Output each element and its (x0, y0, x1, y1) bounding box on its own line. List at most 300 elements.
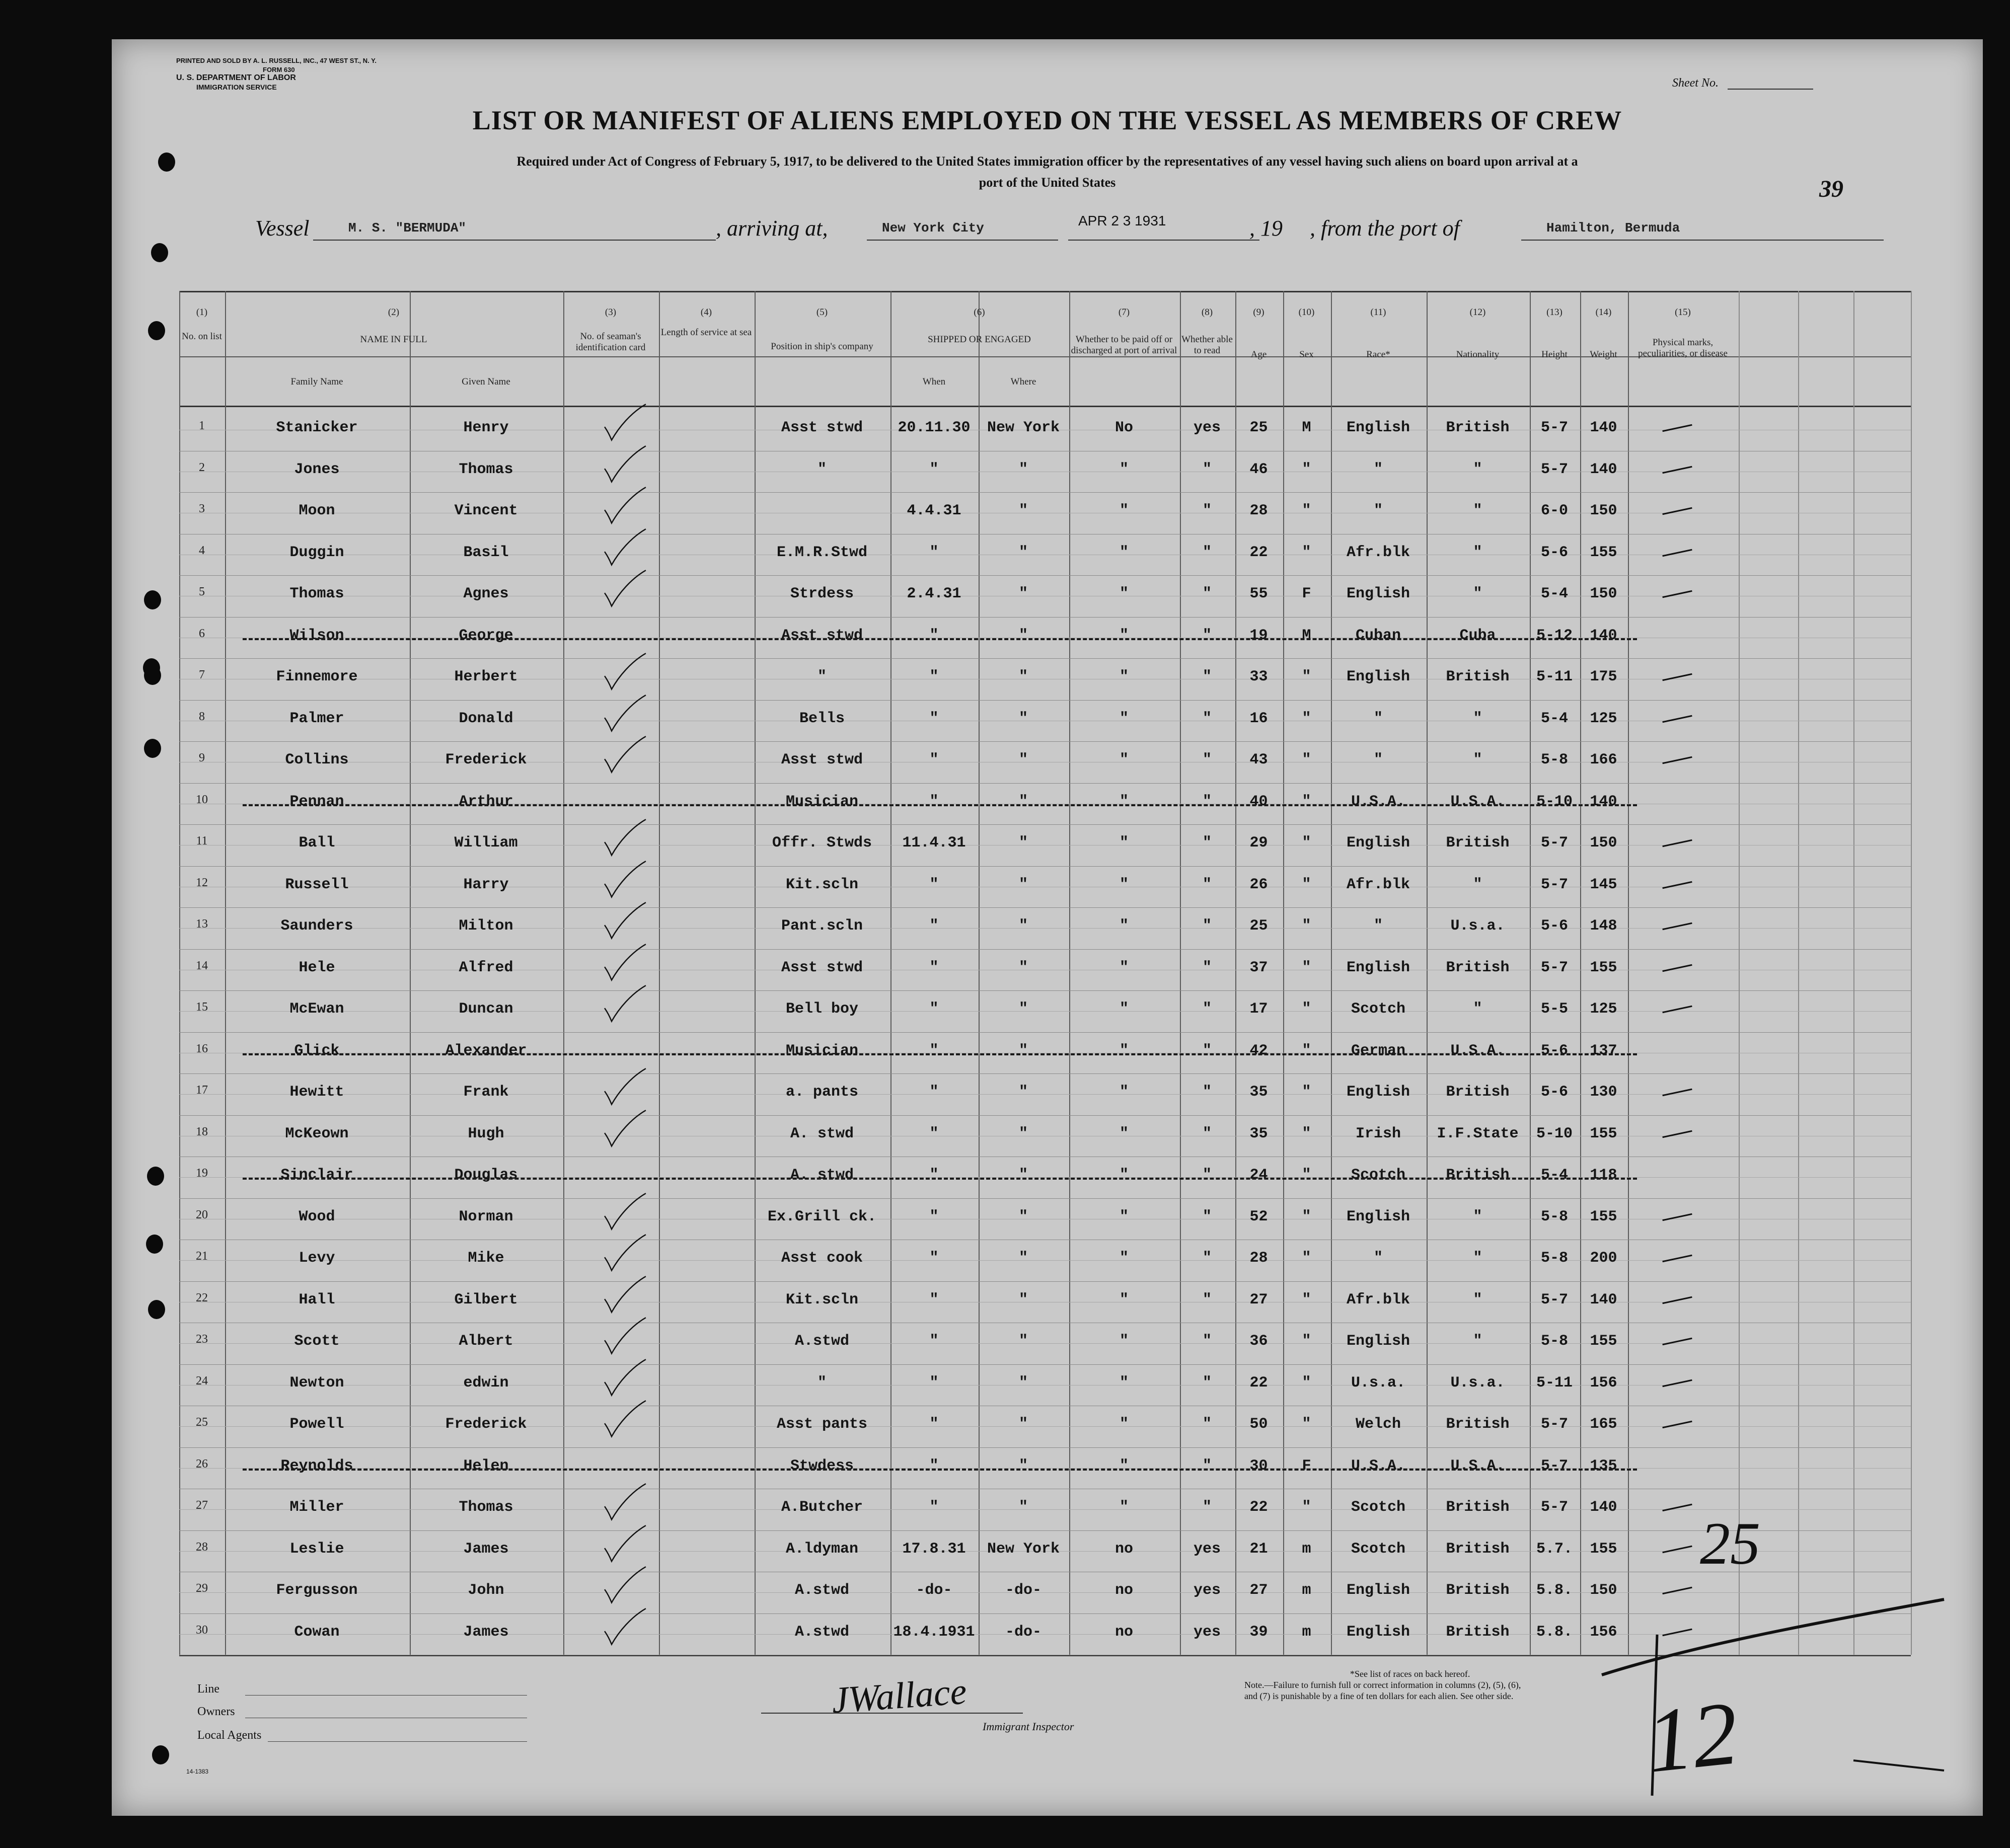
cell-read: " (1202, 502, 1212, 519)
cell-paid: " (1119, 1125, 1129, 1142)
dash-mark (1662, 1421, 1692, 1428)
cell-height: 5-10 (1536, 1125, 1573, 1142)
vessel-label: Vessel (255, 216, 310, 241)
cell-race: Afr.blk (1346, 1291, 1410, 1308)
cell-nationality: " (1473, 1291, 1482, 1308)
cell-no: 2 (199, 460, 205, 474)
cell-sex: M (1302, 419, 1311, 436)
cell-when: " (929, 1042, 939, 1059)
row-divider (179, 949, 1911, 950)
checkmark-icon (603, 1479, 648, 1524)
cell-paid: " (1119, 1042, 1129, 1059)
date-underline (1068, 240, 1259, 241)
cell-where: " (1018, 876, 1028, 893)
header-able-read: Whether able to read (1181, 334, 1233, 356)
cell-when: 18.4.1931 (893, 1623, 975, 1641)
cell-age: 43 (1249, 751, 1268, 768)
cell-when: " (929, 1250, 939, 1267)
cell-where: " (1018, 585, 1028, 602)
cell-no: 28 (196, 1540, 208, 1554)
cell-paid: " (1119, 585, 1129, 602)
cell-age: 42 (1249, 1042, 1268, 1059)
cell-where: " (1018, 1291, 1028, 1308)
cell-read: yes (1193, 1623, 1221, 1641)
cell-sex: " (1302, 1000, 1311, 1018)
cell-paid: " (1119, 627, 1129, 644)
cell-age: 33 (1249, 668, 1268, 685)
cell-given: Gilbert (454, 1291, 518, 1308)
cell-where: -do- (1005, 1623, 1041, 1641)
dash-mark (1662, 964, 1692, 971)
cell-weight: 155 (1590, 544, 1617, 561)
cell-sex: " (1302, 1291, 1311, 1308)
cell-family: Hall (299, 1291, 335, 1308)
cell-when: " (929, 959, 939, 976)
cell-sex: " (1302, 460, 1311, 478)
cell-family: Thomas (289, 585, 344, 602)
binding-hole (148, 321, 165, 340)
cell-weight: 150 (1590, 502, 1617, 519)
cell-family: Glick (294, 1042, 340, 1059)
header-nationality: Nationality (1456, 349, 1500, 360)
from-port-label: , from the port of (1310, 216, 1460, 241)
dash-mark (1662, 715, 1692, 722)
cell-family: Fergusson (276, 1582, 358, 1599)
cell-position: A.stwd (794, 1333, 850, 1350)
cell-race: Cuban (1355, 627, 1401, 644)
cell-weight: 166 (1590, 751, 1617, 768)
cell-paid: " (1119, 793, 1129, 810)
cell-age: 28 (1249, 1250, 1268, 1267)
header-id-card: No. of seaman's identification card (575, 331, 646, 353)
cell-where: -do- (1005, 1582, 1041, 1599)
cell-read: " (1202, 1416, 1212, 1433)
cell-sex: " (1302, 1125, 1311, 1142)
cell-height: 5-7 (1540, 1416, 1568, 1433)
column-divider (1911, 291, 1912, 1655)
cell-position: Asst pants (776, 1416, 868, 1433)
cell-sex: m (1302, 1582, 1311, 1599)
cell-family: Pennan (289, 793, 344, 810)
dash-mark (1662, 1379, 1692, 1387)
column-divider (1739, 291, 1740, 1655)
cell-position: a. pants (785, 1084, 859, 1101)
row-divider (179, 1530, 1911, 1531)
cell-nationality: " (1473, 1000, 1482, 1018)
cell-family: McEwan (289, 1000, 344, 1018)
cell-paid: " (1119, 1333, 1129, 1350)
cell-paid: " (1119, 1167, 1129, 1184)
checkmark-icon (603, 1229, 648, 1275)
cell-height: 5-6 (1540, 917, 1568, 935)
cell-when: " (929, 1291, 939, 1308)
cell-race: English (1346, 1623, 1410, 1641)
cell-paid: " (1119, 1208, 1129, 1225)
cell-sex: " (1302, 668, 1311, 685)
cell-family: Stanicker (276, 419, 358, 436)
cell-weight: 137 (1590, 1042, 1617, 1059)
cell-sex: " (1302, 959, 1311, 976)
cell-weight: 125 (1590, 710, 1617, 727)
cell-where: " (1018, 1208, 1028, 1225)
cell-where: " (1018, 460, 1028, 478)
cell-given: James (463, 1623, 509, 1641)
binding-hole (152, 1745, 169, 1764)
dash-mark (1662, 466, 1692, 473)
cell-race: Scotch (1351, 1000, 1406, 1018)
cell-paid: " (1119, 917, 1129, 935)
cell-family: Sinclair (280, 1167, 353, 1184)
cell-age: 22 (1249, 1374, 1268, 1392)
handwritten-total-12: 12 (1642, 1682, 1743, 1792)
checkmark-icon (603, 897, 648, 943)
cell-where: " (1018, 751, 1028, 768)
cell-paid: " (1119, 544, 1129, 561)
cell-read: yes (1193, 1540, 1221, 1558)
cell-race: English (1346, 419, 1410, 436)
cell-when: " (929, 751, 939, 768)
cell-no: 24 (196, 1374, 208, 1388)
cell-nationality: " (1473, 460, 1482, 478)
cell-when: 11.4.31 (902, 834, 966, 852)
cell-weight: 175 (1590, 668, 1617, 685)
footer-agents-label: Local Agents (197, 1729, 262, 1742)
cell-family: Wilson (289, 627, 344, 644)
footer-form-code: 14-1383 (186, 1768, 209, 1775)
cell-no: 23 (196, 1333, 208, 1346)
cell-paid: " (1119, 751, 1129, 768)
cell-when: " (929, 793, 939, 810)
cell-family: Miller (289, 1499, 344, 1516)
cell-family: Newton (289, 1374, 344, 1392)
column-number: (8) (1201, 307, 1213, 318)
cell-no: 26 (196, 1457, 208, 1471)
footer-line-label: Line (197, 1682, 219, 1696)
cell-when: " (929, 1374, 939, 1392)
cell-weight: 155 (1590, 1333, 1617, 1350)
checkmark-icon (603, 1063, 648, 1109)
cell-no: 29 (196, 1582, 208, 1595)
cell-nationality: I.F.State (1437, 1125, 1519, 1142)
binding-hole (147, 1167, 164, 1186)
cell-read: " (1202, 1000, 1212, 1018)
cell-given: George (459, 627, 513, 644)
cell-paid: " (1119, 1416, 1129, 1433)
checkmark-icon (603, 980, 648, 1026)
cell-given: John (468, 1582, 504, 1599)
cell-race: English (1346, 585, 1410, 602)
cell-family: McKeown (285, 1125, 349, 1142)
header-position: Position in ship's company (771, 341, 873, 352)
row-divider (179, 1198, 1911, 1199)
cell-height: 5-10 (1536, 793, 1573, 810)
dash-mark (1662, 590, 1692, 598)
cell-age: 40 (1249, 793, 1268, 810)
cell-when: " (929, 876, 939, 893)
cell-read: " (1202, 710, 1212, 727)
cell-height: 5.8. (1536, 1623, 1573, 1641)
checkmark-icon (603, 648, 648, 694)
handwritten-strokes (1597, 1569, 1949, 1801)
cell-where: New York (987, 419, 1060, 436)
cell-race: U.s.a. (1351, 1374, 1406, 1392)
cell-position: Pant.scln (781, 917, 863, 935)
cell-age: 21 (1249, 1540, 1268, 1558)
cell-position: Asst stwd (781, 751, 863, 768)
cell-no: 8 (199, 710, 205, 723)
cell-nationality: British (1446, 1084, 1510, 1101)
cell-height: 5-8 (1540, 1333, 1568, 1350)
cell-read: " (1202, 1333, 1212, 1350)
cell-read: " (1202, 959, 1212, 976)
cell-when: " (929, 627, 939, 644)
cell-family: Ball (299, 834, 335, 852)
races-note: *See list of races on back hereof. (1350, 1669, 1470, 1679)
cell-sex: " (1302, 1250, 1311, 1267)
cell-weight: 118 (1590, 1167, 1617, 1184)
checkmark-icon (603, 565, 648, 610)
header-length-service: Length of service at sea (660, 327, 752, 338)
cell-paid: " (1119, 1084, 1129, 1101)
cell-no: 6 (199, 627, 205, 640)
cell-height: 6-0 (1540, 502, 1568, 519)
penalty-note-1: Note.—Failure to furnish full or correct information in columns (2), (5), (6), (1244, 1680, 1521, 1690)
cell-paid: " (1119, 460, 1129, 478)
cell-nationality: British (1446, 959, 1510, 976)
cell-given: James (463, 1540, 509, 1558)
cell-where: " (1018, 1250, 1028, 1267)
cell-race: " (1373, 751, 1383, 768)
cell-age: 35 (1249, 1084, 1268, 1101)
cell-paid: " (1119, 668, 1129, 685)
row-divider (179, 658, 1911, 659)
cell-family: Duggin (289, 544, 344, 561)
arrival-date-stamp: APR 2 3 1931 (1078, 213, 1166, 228)
column-divider (563, 291, 564, 1655)
footer-agents-field (268, 1741, 527, 1742)
row-divider (179, 866, 1911, 867)
cell-where: " (1018, 1499, 1028, 1516)
cell-age: 36 (1249, 1333, 1268, 1350)
cell-position: Asst cook (781, 1250, 863, 1267)
header-name-in-full: NAME IN FULL (360, 334, 427, 345)
cell-position: Bells (799, 710, 845, 727)
cell-race: " (1373, 710, 1383, 727)
cell-nationality: British (1446, 1167, 1510, 1184)
cell-read: " (1202, 1042, 1212, 1059)
dash-mark (1662, 507, 1692, 515)
row-divider (179, 783, 1911, 784)
cell-sex: " (1302, 544, 1311, 561)
cell-read: " (1202, 876, 1212, 893)
cell-given: Donald (459, 710, 513, 727)
cell-family: Jones (294, 460, 340, 478)
cell-sex: m (1302, 1623, 1311, 1641)
cell-when: 17.8.31 (902, 1540, 966, 1558)
header-where: Where (1010, 376, 1036, 387)
cell-paid: " (1119, 1499, 1129, 1516)
row-divider (179, 990, 1911, 991)
checkmark-icon (603, 399, 648, 444)
row-divider (179, 907, 1911, 908)
cell-no: 11 (196, 834, 208, 848)
cell-read: " (1202, 627, 1212, 644)
checkmark-icon (603, 1396, 648, 1441)
dash-mark (1662, 1296, 1692, 1303)
cell-no: 9 (199, 751, 205, 764)
checkmark-icon (603, 1520, 648, 1566)
arriving-label: , arriving at, (716, 216, 828, 241)
cell-height: 5-7 (1540, 876, 1568, 893)
cell-when: " (929, 1167, 939, 1184)
checkmark-icon (603, 1562, 648, 1607)
cell-position: Asst stwd (781, 419, 863, 436)
cell-height: 5-8 (1540, 1208, 1568, 1225)
cell-weight: 156 (1590, 1623, 1617, 1641)
row-divider (179, 1073, 1911, 1074)
department-name: U. S. DEPARTMENT OF LABOR (176, 73, 296, 82)
checkmark-icon (603, 939, 648, 984)
dash-mark (1662, 1338, 1692, 1345)
column-number: (2) (388, 307, 400, 318)
vessel-underline (313, 240, 716, 241)
cell-sex: " (1302, 793, 1311, 810)
cell-race: English (1346, 668, 1410, 685)
cell-read: " (1202, 1374, 1212, 1392)
handwritten-page-number: 39 (1819, 176, 1843, 202)
cell-where: " (1018, 544, 1028, 561)
cell-nationality: " (1473, 876, 1482, 893)
cell-weight: 140 (1590, 1291, 1617, 1308)
header-no-on-list: No. on list (182, 331, 222, 342)
cell-height: 5-11 (1536, 668, 1573, 685)
cell-sex: " (1302, 710, 1311, 727)
cell-height: 5-4 (1540, 710, 1568, 727)
dash-mark (1662, 756, 1692, 764)
cell-sex: " (1302, 917, 1311, 935)
cell-age: 16 (1249, 710, 1268, 727)
column-number: (12) (1469, 307, 1486, 318)
from-port: Hamilton, Bermuda (1546, 220, 1680, 236)
cell-weight: 200 (1590, 1250, 1617, 1267)
cell-read: " (1202, 544, 1212, 561)
arriving-port: New York City (882, 220, 984, 236)
cell-where: " (1018, 1167, 1028, 1184)
dash-mark (1662, 1255, 1692, 1262)
cell-position: Ex.Grill ck. (767, 1208, 877, 1225)
header-physical-marks: Physical marks, peculiarities, or disease (1638, 337, 1728, 359)
cell-nationality: U.S.A. (1450, 1042, 1505, 1059)
cell-position: Asst stwd (781, 959, 863, 976)
row-divider (179, 1447, 1911, 1448)
cell-no: 4 (199, 544, 205, 557)
checkmark-icon (603, 856, 648, 901)
cell-sex: " (1302, 1333, 1311, 1350)
cell-where: " (1018, 1333, 1028, 1350)
row-divider (179, 1115, 1911, 1116)
cell-age: 55 (1249, 585, 1268, 602)
row-divider (179, 824, 1911, 825)
cell-race: Scotch (1351, 1167, 1406, 1184)
cell-age: 25 (1249, 419, 1268, 436)
cell-when: 4.4.31 (907, 502, 961, 519)
cell-position: Stwdess (790, 1457, 854, 1475)
cell-no: 16 (196, 1042, 208, 1055)
header-shipped-engaged: SHIPPED OR ENGAGED (928, 334, 1031, 345)
cell-read: yes (1193, 1582, 1221, 1599)
cell-age: 22 (1249, 544, 1268, 561)
cell-family: Palmer (289, 710, 344, 727)
cell-read: " (1202, 460, 1212, 478)
column-number: (7) (1118, 307, 1130, 318)
cell-where: " (1018, 1042, 1028, 1059)
form-subtitle-2: port of the United States (979, 175, 1116, 190)
cell-paid: no (1114, 1623, 1133, 1641)
cell-age: 46 (1249, 460, 1268, 478)
row-divider (179, 741, 1911, 742)
column-number: (9) (1253, 307, 1264, 318)
cell-weight: 125 (1590, 1000, 1617, 1018)
cell-read: " (1202, 1084, 1212, 1101)
cell-no: 3 (199, 502, 205, 515)
dash-mark (1662, 424, 1692, 432)
cell-family: Moon (299, 502, 335, 519)
cell-paid: No (1114, 419, 1133, 436)
cell-weight: 148 (1590, 917, 1617, 935)
checkmark-icon (603, 524, 648, 569)
cell-height: 5-4 (1540, 1167, 1568, 1184)
cell-race: Afr.blk (1346, 544, 1410, 561)
handwritten-total-25: 25 (1700, 1510, 1760, 1577)
cell-height: 5-4 (1540, 585, 1568, 602)
cell-nationality: " (1473, 751, 1482, 768)
cell-no: 21 (196, 1250, 208, 1263)
cell-read: " (1202, 751, 1212, 768)
cell-weight: 155 (1590, 1208, 1617, 1225)
cell-nationality: " (1473, 1333, 1482, 1350)
cell-paid: " (1119, 834, 1129, 852)
cell-sex: " (1302, 834, 1311, 852)
cell-given: Agnes (463, 585, 509, 602)
cell-family: Collins (285, 751, 349, 768)
cell-given: Alexander (445, 1042, 527, 1059)
cell-sex: " (1302, 1416, 1311, 1433)
cell-race: German (1351, 1042, 1406, 1059)
cell-position: A. stwd (790, 1125, 854, 1142)
cell-height: 5-7 (1540, 1291, 1568, 1308)
cell-race: U.S.A. (1351, 793, 1406, 810)
binding-hole (158, 152, 175, 172)
cell-where: " (1018, 834, 1028, 852)
checkmark-icon (603, 690, 648, 735)
cell-position: Strdess (790, 585, 854, 602)
cell-position: Bell boy (785, 1000, 859, 1018)
cell-family: Saunders (280, 917, 353, 935)
cell-sex: " (1302, 1167, 1311, 1184)
cell-family: Reynolds (280, 1457, 353, 1475)
cell-age: 22 (1249, 1499, 1268, 1516)
cell-when: " (929, 1457, 939, 1475)
cell-read: " (1202, 1499, 1212, 1516)
cell-given: Thomas (459, 1499, 513, 1516)
footer-owners-label: Owners (197, 1705, 235, 1718)
cell-when: " (929, 460, 939, 478)
cell-given: Vincent (454, 502, 518, 519)
cell-given: Albert (459, 1333, 513, 1350)
cell-read: " (1202, 1457, 1212, 1475)
cell-family: Russell (285, 876, 349, 893)
cell-height: 5-12 (1536, 627, 1573, 644)
